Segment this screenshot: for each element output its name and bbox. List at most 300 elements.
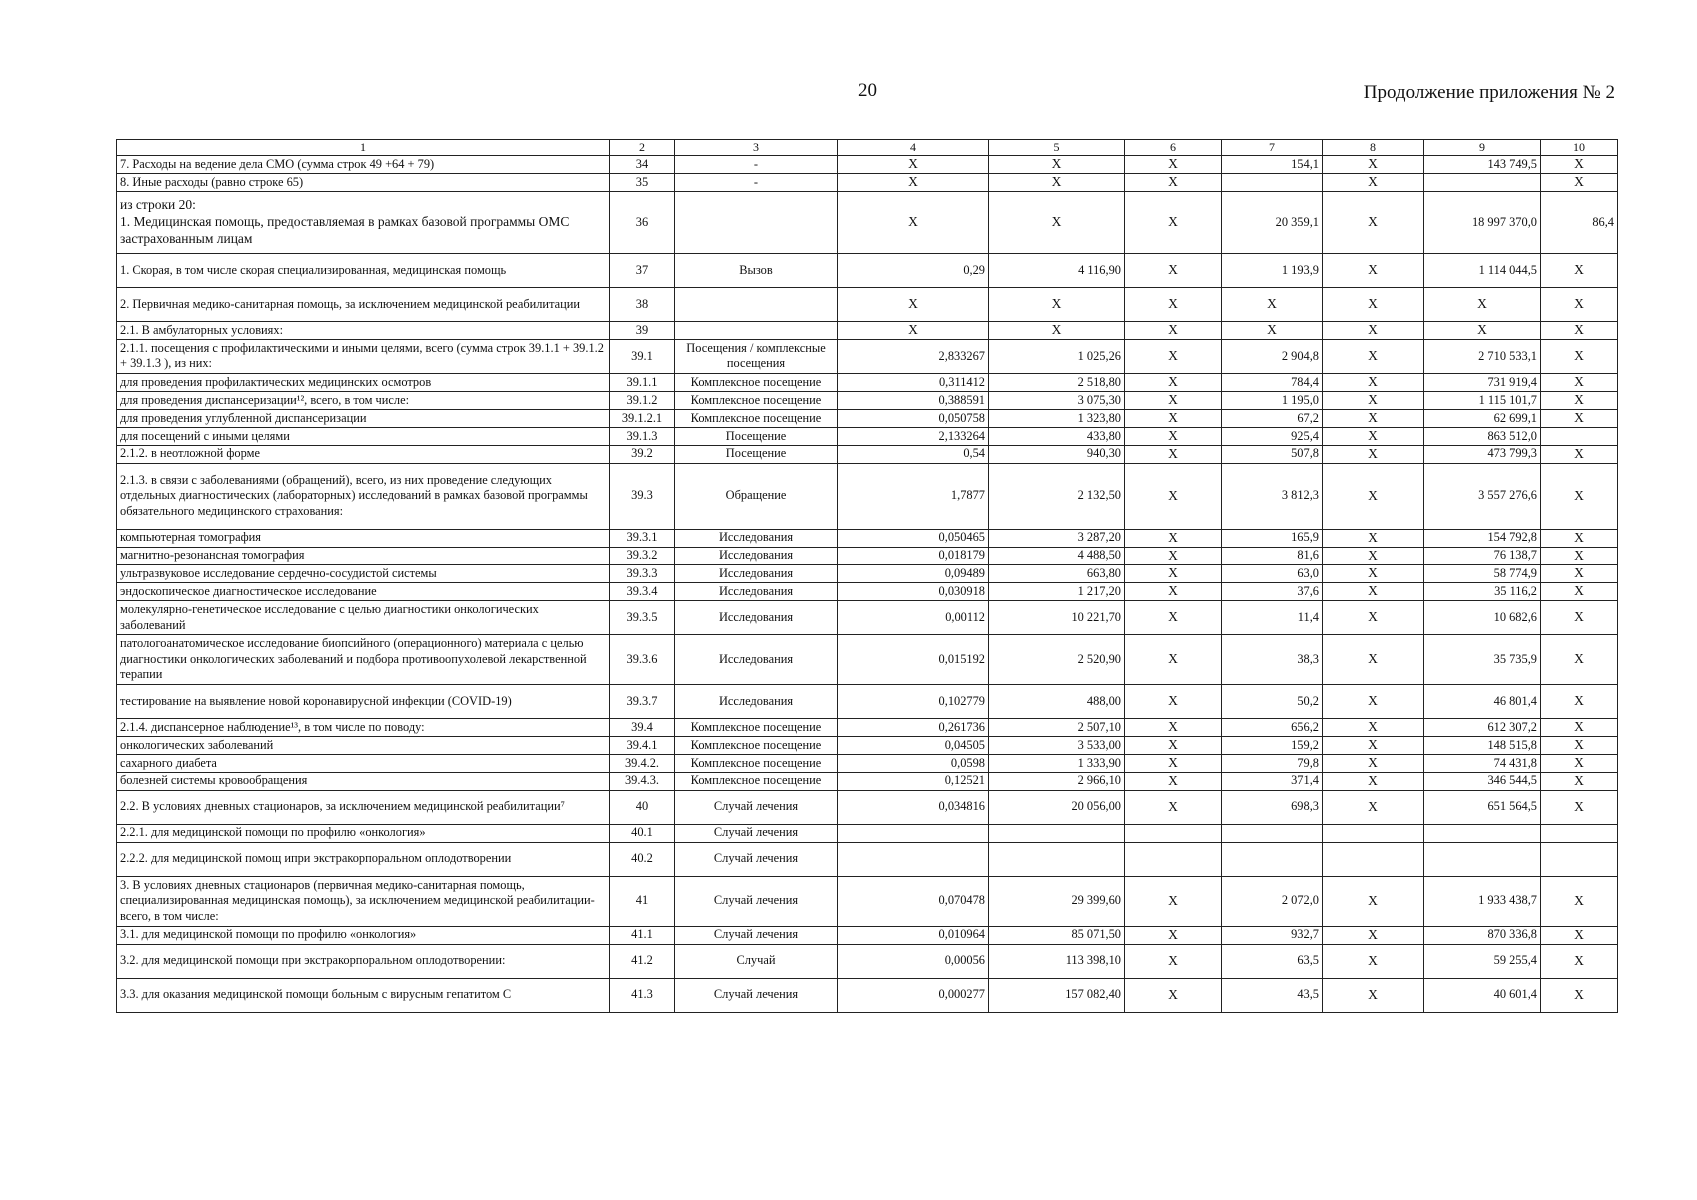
row-name-cell: 7. Расходы на ведение дела СМО (сумма строк 49 +64 + 79) [117, 156, 610, 174]
value-cell: X [1125, 944, 1222, 978]
value-cell: X [1125, 772, 1222, 790]
value-cell: X [838, 191, 989, 253]
row-name-cell: 3.1. для медицинской помощи по профилю «онкология» [117, 926, 610, 944]
row-name-cell: для проведения диспансеризации¹², всего, в том числе: [117, 391, 610, 409]
value-cell: 4 116,90 [989, 253, 1125, 287]
value-cell: X [1541, 737, 1618, 755]
row-code-cell: 39.4 [610, 719, 675, 737]
value-cell: 0,050758 [838, 409, 989, 427]
value-cell [1222, 842, 1323, 876]
value-cell: X [1541, 391, 1618, 409]
table-row [117, 409, 1618, 427]
row-code-cell: 39.4.2. [610, 754, 675, 772]
row-code-cell: 39.3.1 [610, 529, 675, 547]
value-cell: 1 933 438,7 [1424, 876, 1541, 926]
value-cell: X [1541, 565, 1618, 583]
value-cell [989, 824, 1125, 842]
value-cell: 863 512,0 [1424, 427, 1541, 445]
value-cell: 143 749,5 [1424, 156, 1541, 174]
table-row [117, 876, 1618, 926]
row-code-cell: 35 [610, 173, 675, 191]
row-code-cell: 39.3 [610, 463, 675, 529]
value-cell: X [1323, 529, 1424, 547]
value-cell: 0,29 [838, 253, 989, 287]
table-row [117, 685, 1618, 719]
value-cell [838, 842, 989, 876]
value-cell: X [1541, 547, 1618, 565]
value-cell: 0,00056 [838, 944, 989, 978]
value-cell: X [1541, 373, 1618, 391]
value-cell [838, 824, 989, 842]
column-number: 3 [675, 140, 838, 156]
row-name-cell: 2.2.2. для медицинской помощ ипри экстракорпоральном оплодотворении [117, 842, 610, 876]
unit-cell: Случай [675, 944, 838, 978]
value-cell: X [989, 173, 1125, 191]
value-cell: 0,034816 [838, 790, 989, 824]
unit-cell: Комплексное посещение [675, 409, 838, 427]
row-code-cell: 41.1 [610, 926, 675, 944]
value-cell [1125, 842, 1222, 876]
value-cell: X [838, 156, 989, 174]
table-row [117, 253, 1618, 287]
table-row [117, 191, 1618, 253]
value-cell: 656,2 [1222, 719, 1323, 737]
value-cell: 157 082,40 [989, 978, 1125, 1012]
row-name-cell: для проведения углубленной диспансеризации [117, 409, 610, 427]
value-cell: 932,7 [1222, 926, 1323, 944]
row-code-cell: 38 [610, 287, 675, 321]
column-number: 4 [838, 140, 989, 156]
table-row [117, 737, 1618, 755]
value-cell: X [1125, 191, 1222, 253]
row-code-cell: 39.1.2 [610, 391, 675, 409]
row-name-cell: из строки 20: 1. Медицинская помощь, предоставляемая в рамках базовой программы ОМС застрахованным лицам [117, 191, 610, 253]
value-cell [1424, 824, 1541, 842]
row-name-cell: 2.1.4. диспансерное наблюдение¹³, в том числе по поводу: [117, 719, 610, 737]
value-cell: X [1125, 427, 1222, 445]
value-cell: X [1323, 547, 1424, 565]
value-cell: X [1125, 685, 1222, 719]
value-cell: 1 333,90 [989, 754, 1125, 772]
row-name-cell: для проведения профилактических медицинских осмотров [117, 373, 610, 391]
unit-cell: Исследования [675, 565, 838, 583]
appendix-continuation-title: Продолжение приложения № 2 [1363, 82, 1615, 103]
unit-cell: - [675, 156, 838, 174]
value-cell: X [1323, 173, 1424, 191]
unit-cell: Комплексное посещение [675, 719, 838, 737]
value-cell: 37,6 [1222, 583, 1323, 601]
value-cell: 11,4 [1222, 601, 1323, 635]
value-cell: X [838, 321, 989, 339]
value-cell: 663,80 [989, 565, 1125, 583]
table-row [117, 373, 1618, 391]
value-cell: 29 399,60 [989, 876, 1125, 926]
table-row [117, 601, 1618, 635]
value-cell: X [1125, 529, 1222, 547]
table-row [117, 978, 1618, 1012]
value-cell: X [838, 287, 989, 321]
value-cell: 3 812,3 [1222, 463, 1323, 529]
value-cell: 925,4 [1222, 427, 1323, 445]
value-cell: 2 710 533,1 [1424, 339, 1541, 373]
value-cell: 20 056,00 [989, 790, 1125, 824]
column-number: 8 [1323, 140, 1424, 156]
unit-cell: Случай лечения [675, 876, 838, 926]
row-name-cell: 3. В условиях дневных стационаров (первичная медико-санитарная помощь, специализированная медицинская помощь), за исключением медицинской реабилитации-всего, в том числе: [117, 876, 610, 926]
value-cell: X [1541, 719, 1618, 737]
value-cell: X [1323, 391, 1424, 409]
value-cell: X [1125, 339, 1222, 373]
value-cell: 0,000277 [838, 978, 989, 1012]
value-cell: X [1541, 253, 1618, 287]
value-cell: 371,4 [1222, 772, 1323, 790]
page-number: 20 [858, 80, 877, 101]
value-cell: 2 966,10 [989, 772, 1125, 790]
value-cell: X [1125, 391, 1222, 409]
value-cell: X [1541, 173, 1618, 191]
value-cell: 0,00112 [838, 601, 989, 635]
unit-cell: - [675, 173, 838, 191]
unit-cell [675, 287, 838, 321]
value-cell: X [1323, 253, 1424, 287]
value-cell: 433,80 [989, 427, 1125, 445]
row-code-cell: 39.3.5 [610, 601, 675, 635]
row-name-cell: 2.1.2. в неотложной форме [117, 445, 610, 463]
value-cell: X [1323, 321, 1424, 339]
row-code-cell: 39.1.2.1 [610, 409, 675, 427]
unit-cell [675, 321, 838, 339]
row-code-cell: 37 [610, 253, 675, 287]
row-code-cell: 41 [610, 876, 675, 926]
value-cell: 35 735,9 [1424, 635, 1541, 685]
value-cell: 1 115 101,7 [1424, 391, 1541, 409]
value-cell: X [1323, 409, 1424, 427]
row-name-cell: молекулярно-генетическое исследование с целью диагностики онкологических заболеваний [117, 601, 610, 635]
table-row [117, 772, 1618, 790]
value-cell: X [1125, 445, 1222, 463]
row-code-cell: 39.4.3. [610, 772, 675, 790]
value-cell: X [1323, 191, 1424, 253]
value-cell: 86,4 [1541, 191, 1618, 253]
row-name-cell: 2.1.3. в связи с заболеваниями (обращений), всего, из них проведение следующих отдельных диагностических (лабораторных) исследований в рамках базовой программы обязательного медицинского страхования: [117, 463, 610, 529]
value-cell: X [1323, 287, 1424, 321]
value-cell: 0,018179 [838, 547, 989, 565]
value-cell: X [1323, 565, 1424, 583]
value-cell [1323, 824, 1424, 842]
value-cell: X [1541, 445, 1618, 463]
value-cell [1541, 427, 1618, 445]
value-cell: X [989, 287, 1125, 321]
row-code-cell: 36 [610, 191, 675, 253]
value-cell [1222, 173, 1323, 191]
value-cell: X [1125, 790, 1222, 824]
value-cell [1222, 824, 1323, 842]
row-name-cell: эндоскопическое диагностическое исследование [117, 583, 610, 601]
value-cell: X [1541, 339, 1618, 373]
value-cell: 10 682,6 [1424, 601, 1541, 635]
value-cell: 870 336,8 [1424, 926, 1541, 944]
table-row [117, 565, 1618, 583]
value-cell: 148 515,8 [1424, 737, 1541, 755]
value-cell: X [1541, 635, 1618, 685]
value-cell: 1 195,0 [1222, 391, 1323, 409]
value-cell: 0,04505 [838, 737, 989, 755]
value-cell: X [1323, 427, 1424, 445]
table-row [117, 842, 1618, 876]
unit-cell: Посещение [675, 445, 838, 463]
value-cell [1323, 842, 1424, 876]
table-row [117, 719, 1618, 737]
value-cell: 731 919,4 [1424, 373, 1541, 391]
unit-cell: Исследования [675, 635, 838, 685]
table-row [117, 529, 1618, 547]
unit-cell: Случай лечения [675, 926, 838, 944]
column-number-row [117, 140, 1618, 156]
value-cell: X [1125, 463, 1222, 529]
row-name-cell: 8. Иные расходы (равно строке 65) [117, 173, 610, 191]
row-code-cell: 39.1.1 [610, 373, 675, 391]
value-cell: 2 518,80 [989, 373, 1125, 391]
value-cell: 0,030918 [838, 583, 989, 601]
value-cell: X [1541, 790, 1618, 824]
row-code-cell: 39 [610, 321, 675, 339]
value-cell: 35 116,2 [1424, 583, 1541, 601]
value-cell: 3 533,00 [989, 737, 1125, 755]
value-cell: 1 193,9 [1222, 253, 1323, 287]
value-cell: X [1541, 876, 1618, 926]
value-cell: 159,2 [1222, 737, 1323, 755]
value-cell: X [1323, 583, 1424, 601]
column-number: 2 [610, 140, 675, 156]
value-cell: 507,8 [1222, 445, 1323, 463]
table-row [117, 824, 1618, 842]
value-cell [1541, 842, 1618, 876]
value-cell: 0,12521 [838, 772, 989, 790]
value-cell: 2 132,50 [989, 463, 1125, 529]
value-cell: 2 507,10 [989, 719, 1125, 737]
value-cell: X [1541, 601, 1618, 635]
table-row [117, 790, 1618, 824]
unit-cell: Комплексное посещение [675, 373, 838, 391]
value-cell [1424, 173, 1541, 191]
value-cell: 76 138,7 [1424, 547, 1541, 565]
unit-cell [675, 191, 838, 253]
row-code-cell: 39.1.3 [610, 427, 675, 445]
value-cell: X [1323, 737, 1424, 755]
column-number: 7 [1222, 140, 1323, 156]
value-cell: 63,0 [1222, 565, 1323, 583]
column-number: 5 [989, 140, 1125, 156]
value-cell: X [1541, 583, 1618, 601]
table-row [117, 287, 1618, 321]
value-cell: X [1125, 926, 1222, 944]
value-cell: X [1125, 978, 1222, 1012]
financial-table [116, 139, 1618, 1013]
value-cell: X [1125, 321, 1222, 339]
value-cell: X [1125, 156, 1222, 174]
value-cell: 43,5 [1222, 978, 1323, 1012]
value-cell: 1 217,20 [989, 583, 1125, 601]
value-cell: X [1323, 876, 1424, 926]
value-cell: 154,1 [1222, 156, 1323, 174]
value-cell: 0,261736 [838, 719, 989, 737]
value-cell: X [1323, 373, 1424, 391]
table-row [117, 445, 1618, 463]
unit-cell: Исследования [675, 685, 838, 719]
row-code-cell: 41.3 [610, 978, 675, 1012]
value-cell: 58 774,9 [1424, 565, 1541, 583]
financial-table-container [116, 139, 1617, 1013]
value-cell: 59 255,4 [1424, 944, 1541, 978]
value-cell: X [1424, 321, 1541, 339]
column-number: 6 [1125, 140, 1222, 156]
row-name-cell: патологоанатомическое исследование биопсийного (операционного) материала с целью диагностики онкологических заболеваний и подбора противоопухолевой лекарственной терапии [117, 635, 610, 685]
value-cell: X [1222, 287, 1323, 321]
value-cell: X [1323, 772, 1424, 790]
row-name-cell: 3.3. для оказания медицинской помощи больным с вирусным гепатитом С [117, 978, 610, 1012]
column-number: 1 [117, 140, 610, 156]
row-name-cell: болезней системы кровообращения [117, 772, 610, 790]
value-cell: 1,7877 [838, 463, 989, 529]
value-cell: 62 699,1 [1424, 409, 1541, 427]
row-name-cell: компьютерная томография [117, 529, 610, 547]
value-cell: X [1323, 445, 1424, 463]
value-cell: 3 557 276,6 [1424, 463, 1541, 529]
value-cell: X [1323, 978, 1424, 1012]
value-cell: X [1125, 287, 1222, 321]
value-cell: X [1125, 719, 1222, 737]
value-cell: 165,9 [1222, 529, 1323, 547]
row-name-cell: сахарного диабета [117, 754, 610, 772]
value-cell: 3 287,20 [989, 529, 1125, 547]
unit-cell: Комплексное посещение [675, 772, 838, 790]
table-row [117, 321, 1618, 339]
value-cell: X [1541, 944, 1618, 978]
table-row [117, 944, 1618, 978]
value-cell: X [1222, 321, 1323, 339]
value-cell: 20 359,1 [1222, 191, 1323, 253]
value-cell: 63,5 [1222, 944, 1323, 978]
unit-cell: Исследования [675, 583, 838, 601]
value-cell: X [1125, 253, 1222, 287]
value-cell: X [1125, 876, 1222, 926]
table-row [117, 635, 1618, 685]
value-cell: X [1541, 978, 1618, 1012]
row-code-cell: 41.2 [610, 944, 675, 978]
value-cell: X [1125, 737, 1222, 755]
value-cell: X [989, 191, 1125, 253]
row-name-cell: 2.2.1. для медицинской помощи по профилю «онкология» [117, 824, 610, 842]
value-cell: X [1323, 754, 1424, 772]
row-name-cell: для посещений с иными целями [117, 427, 610, 445]
value-cell: X [1323, 926, 1424, 944]
value-cell: X [1323, 685, 1424, 719]
value-cell: X [1125, 635, 1222, 685]
value-cell [1125, 824, 1222, 842]
value-cell: 2,133264 [838, 427, 989, 445]
table-row [117, 926, 1618, 944]
row-name-cell: 3.2. для медицинской помощи при экстракорпоральном оплодотворении: [117, 944, 610, 978]
column-number: 9 [1424, 140, 1541, 156]
value-cell: 612 307,2 [1424, 719, 1541, 737]
row-name-cell: онкологических заболеваний [117, 737, 610, 755]
value-cell: X [1125, 409, 1222, 427]
value-cell: 113 398,10 [989, 944, 1125, 978]
table-row [117, 463, 1618, 529]
value-cell: X [1323, 790, 1424, 824]
value-cell: X [989, 321, 1125, 339]
value-cell: 10 221,70 [989, 601, 1125, 635]
row-name-cell: 2.1.1. посещения с профилактическими и иными целями, всего (сумма строк 39.1.1 + 39.1.2 + 39.1.3 ), из них: [117, 339, 610, 373]
value-cell: X [1541, 156, 1618, 174]
value-cell: 346 544,5 [1424, 772, 1541, 790]
value-cell: X [1541, 463, 1618, 529]
row-code-cell: 39.1 [610, 339, 675, 373]
table-row [117, 391, 1618, 409]
value-cell: 0,102779 [838, 685, 989, 719]
column-number: 10 [1541, 140, 1618, 156]
row-code-cell: 39.3.3 [610, 565, 675, 583]
unit-cell: Комплексное посещение [675, 754, 838, 772]
value-cell: 1 323,80 [989, 409, 1125, 427]
value-cell: X [1125, 601, 1222, 635]
value-cell: 46 801,4 [1424, 685, 1541, 719]
unit-cell: Обращение [675, 463, 838, 529]
unit-cell: Случай лечения [675, 790, 838, 824]
value-cell: 4 488,50 [989, 547, 1125, 565]
value-cell: X [838, 173, 989, 191]
value-cell: 0,010964 [838, 926, 989, 944]
value-cell: 0,09489 [838, 565, 989, 583]
row-code-cell: 39.4.1 [610, 737, 675, 755]
value-cell: X [1541, 321, 1618, 339]
value-cell [1424, 842, 1541, 876]
table-row [117, 754, 1618, 772]
value-cell: X [1541, 409, 1618, 427]
unit-cell: Посещения / комплексные посещения [675, 339, 838, 373]
value-cell: 473 799,3 [1424, 445, 1541, 463]
value-cell: 0,015192 [838, 635, 989, 685]
row-name-cell: 1. Скорая, в том числе скорая специализированная, медицинская помощь [117, 253, 610, 287]
table-row [117, 547, 1618, 565]
unit-cell: Посещение [675, 427, 838, 445]
value-cell: X [1125, 173, 1222, 191]
value-cell: X [1541, 772, 1618, 790]
row-name-cell: 2.2. В условиях дневных стационаров, за исключением медицинской реабилитации⁷ [117, 790, 610, 824]
unit-cell: Случай лечения [675, 842, 838, 876]
value-cell: 40 601,4 [1424, 978, 1541, 1012]
value-cell: 0,311412 [838, 373, 989, 391]
unit-cell: Исследования [675, 529, 838, 547]
value-cell: 18 997 370,0 [1424, 191, 1541, 253]
value-cell [1541, 824, 1618, 842]
value-cell: 2 072,0 [1222, 876, 1323, 926]
value-cell: X [1323, 339, 1424, 373]
value-cell: 0,0598 [838, 754, 989, 772]
unit-cell: Случай лечения [675, 978, 838, 1012]
row-code-cell: 34 [610, 156, 675, 174]
value-cell: 2 904,8 [1222, 339, 1323, 373]
row-name-cell: тестирование на выявление новой коронавирусной инфекции (COVID-19) [117, 685, 610, 719]
value-cell: 38,3 [1222, 635, 1323, 685]
value-cell: 651 564,5 [1424, 790, 1541, 824]
row-code-cell: 39.2 [610, 445, 675, 463]
value-cell: X [1541, 287, 1618, 321]
value-cell: X [1323, 719, 1424, 737]
value-cell: X [1125, 565, 1222, 583]
unit-cell: Комплексное посещение [675, 391, 838, 409]
value-cell: 784,4 [1222, 373, 1323, 391]
